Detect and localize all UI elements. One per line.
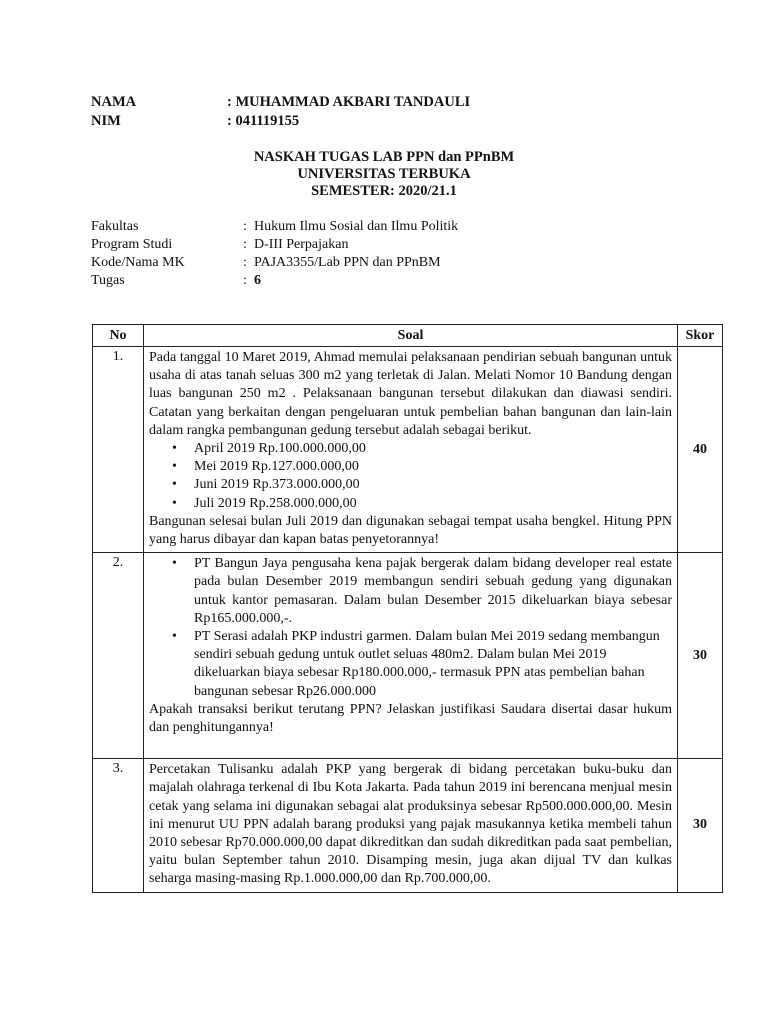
header-skor: Skor [678,325,723,347]
info-colon: : [243,237,247,252]
info-value: 6 [254,273,261,288]
info-value: Hukum Ilmu Sosial dan Ilmu Politik [254,219,459,234]
info-colon: : [243,273,247,288]
question-table [92,324,723,893]
table-row [93,347,723,553]
info-label: Tugas [91,273,125,288]
score: 30 [678,759,723,892]
nim-value: : 041119155 [227,113,300,129]
list-item: • April 2019 Rp.100.000.000,00 [194,440,672,458]
question-closing: Apakah transaksi berikut terutang PPN? Jelaskan justifikasi Saudara disertai dasar hukum dan penghitungannya! [149,701,672,736]
expense-list [149,440,672,513]
question-text [144,759,678,892]
table-header-row [93,325,723,347]
question-intro: Pada tanggal 10 Maret 2019, Ahmad memulai pelaksanaan pendirian sebuah bangunan untuk usaha di atas tanah seluas 300 m2 yang terletak di Jalan. Melati Nomor 10 Bandung dengan luas bangunan 250 m2 . Pelaksanaan bangunan tersebut dilakukan dan diawasi sendiri. Catatan yang berkaitan dengan pengeluaran untuk pembelian bahan bangunan dan lain-lain dalam rangka pembangunan gedung tersebut adalah sebagai berikut. [149,350,672,438]
row-number: 3. [93,759,144,892]
list-item: • PT Serasi adalah PKP industri garmen. Dalam bulan Mei 2019 sedang membangun sendiri sebuah gedung untuk outlet seluas 480m2. Dalam bulan Mei 2019 dikeluarkan biaya sebesar Rp180.000.000,- termasuk PPN atas pembelian bahan bangunan sebesar Rp26.000.000 [194,628,672,701]
header-soal: Soal [144,325,678,347]
score: 30 [678,553,723,759]
table-row [93,759,723,892]
table-row [93,553,723,759]
list-item: • Juni 2019 Rp.373.000.000,00 [194,476,672,494]
row-number: 2. [93,553,144,759]
title-line-1: NASKAH TUGAS LAB PPN dan PPnBM [253,149,515,165]
header-no: No [93,325,144,347]
info-value: D-III Perpajakan [254,237,349,252]
name-value: : MUHAMMAD AKBARI TANDAULI [227,94,471,110]
row-number: 1. [93,347,144,553]
score: 40 [678,347,723,553]
title-line-3: SEMESTER: 2020/21.1 [311,183,457,199]
info-label: Kode/Nama MK [91,255,185,270]
info-colon: : [243,219,247,234]
question-intro: Percetakan Tulisanku adalah PKP yang bergerak di bidang percetakan buku-buku dan majalah olahraga terkenal di Ibu Kota Jakarta. Pada tahun 2019 ini berencana menjual mesin cetak yang selama ini digunakan sebagai alat produksinya sebesar Rp500.000.000,00. Mesin ini menurut UU PPN adalah barang produksi yang pajak masukannya ketika membeli tahun 2010 sebesar Rp70.000.000,00 dapat dikreditkan dan sudah dikreditkan pada saat pembelian, yaitu bulan September tahun 2010. Disamping mesin, juga akan dijual TV dan kulkas seharga masing-masing Rp.1.000.000,00 dan Rp.700.000,00. [149,762,672,887]
list-item: • Juli 2019 Rp.258.000.000,00 [194,495,672,513]
list-item: • PT Bangun Jaya pengusaha kena pajak bergerak dalam bidang developer real estate pada bulan Desember 2019 membangun sendiri sebuah gedung yang digunakan untuk kantor pemasaran. Dalam bulan Desember 2015 dikeluarkan biaya sebesar Rp165.000.000,-. [194,555,672,628]
info-label: Fakultas [91,219,139,234]
info-colon: : [243,255,247,270]
case-list [149,555,672,701]
name-label: NAMA [91,94,137,110]
question-text [144,347,678,553]
question-closing: Bangunan selesai bulan Juli 2019 dan digunakan sebagai tempat usaha bengkel. Hitung PPN yang harus dibayar dan kapan batas penyetorannya! [149,513,672,548]
info-label: Program Studi [91,237,173,252]
nim-label: NIM [91,113,121,129]
list-item: • Mei 2019 Rp.127.000.000,00 [194,458,672,476]
info-value: PAJA3355/Lab PPN dan PPnBM [254,255,441,270]
question-text [144,553,678,759]
title-line-2: UNIVERSITAS TERBUKA [297,166,471,182]
